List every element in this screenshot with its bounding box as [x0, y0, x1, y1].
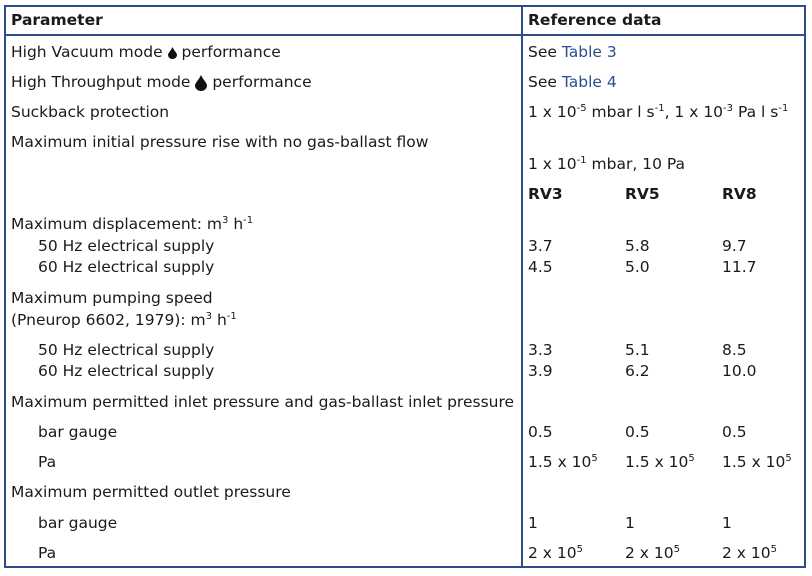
row-ht-mode-value: See Table 4 [528, 73, 617, 91]
model-rv3: RV3 [528, 185, 563, 203]
outlet-pa-label: Pa [38, 544, 57, 562]
displacement-50hz-rv5: 5.8 [625, 237, 650, 255]
inlet-pa-rv5: 1.5 x $10^5$ [625, 453, 695, 471]
displacement-50hz-label: 50 Hz electrical supply [38, 237, 215, 255]
outlet-pa-rv3: 2 x $10^5$ [528, 544, 583, 562]
displacement-50hz-rv8: 9.7 [722, 237, 747, 255]
inlet-bar-rv5: 0.5 [625, 423, 650, 441]
inlet-bar-label: bar gauge [38, 423, 118, 441]
row-hv-mode-value: See Table 3 [528, 43, 617, 61]
row-pressure-rise-label: Maximum initial pressure rise with no gas-ballast flow [11, 133, 429, 151]
outlet-bar-rv3: 1 [528, 514, 538, 532]
row-suckback-label: Suckback protection [11, 103, 170, 121]
outlet-bar-rv5: 1 [625, 514, 635, 532]
displacement-60hz-label: 60 Hz electrical supply [38, 258, 215, 276]
pumping-60hz-label: 60 Hz electrical supply [38, 362, 215, 380]
inlet-bar-rv8: 0.5 [722, 423, 747, 441]
table-4-link[interactable]: Table 4 [561, 73, 617, 91]
model-rv5: RV5 [625, 185, 660, 203]
column-divider [521, 5, 523, 568]
row-suckback-value: 1 x $10^{-5}$ mbar l $s^{-1}$, 1 x $10^{-3}$ Pa l $s^{-1}$ [528, 103, 789, 121]
displacement-60hz-rv5: 5.0 [625, 258, 650, 276]
outlet-bar-label: bar gauge [38, 514, 118, 532]
pumping-60hz-rv5: 6.2 [625, 362, 650, 380]
pumping-50hz-label: 50 Hz electrical supply [38, 341, 215, 359]
displacement-60hz-rv8: 11.7 [722, 258, 757, 276]
inlet-bar-rv3: 0.5 [528, 423, 553, 441]
small-droplet-icon [168, 47, 177, 59]
inlet-pa-rv3: 1.5 x $10^5$ [528, 453, 598, 471]
header-divider [4, 34, 806, 36]
header-parameter: Parameter [11, 11, 103, 29]
outlet-bar-rv8: 1 [722, 514, 732, 532]
row-pumping-label: Maximum pumping speed [11, 289, 213, 307]
row-outlet-label: Maximum permitted outlet pressure [11, 483, 291, 501]
displacement-60hz-rv3: 4.5 [528, 258, 553, 276]
outlet-pa-rv5: 2 x $10^5$ [625, 544, 680, 562]
row-pressure-rise-value: 1 x $10^{-1}$ mbar, 10 Pa [528, 155, 686, 173]
pumping-50hz-rv8: 8.5 [722, 341, 747, 359]
pumping-60hz-rv8: 10.0 [722, 362, 757, 380]
pumping-60hz-rv3: 3.9 [528, 362, 553, 380]
model-rv8: RV8 [722, 185, 757, 203]
header-reference: Reference data [528, 11, 662, 29]
pumping-50hz-rv5: 5.1 [625, 341, 650, 359]
table-3-link[interactable]: Table 3 [561, 43, 617, 61]
row-pumping-label-2: (Pneurop 6602, 1979): $m^3$ $h^{-1}$ [11, 311, 237, 329]
large-droplet-icon [195, 75, 207, 91]
inlet-pa-label: Pa [38, 453, 57, 471]
pumping-50hz-rv3: 3.3 [528, 341, 553, 359]
displacement-50hz-rv3: 3.7 [528, 237, 553, 255]
row-ht-mode-label: High Throughput mode performance [11, 73, 312, 91]
row-hv-mode-label: High Vacuum mode performance [11, 43, 281, 61]
row-inlet-label: Maximum permitted inlet pressure and gas-ballast inlet pressure [11, 393, 515, 411]
outlet-pa-rv8: 2 x $10^5$ [722, 544, 777, 562]
row-displacement-label: Maximum displacement: $m^3$ $h^{-1}$ [11, 215, 254, 233]
inlet-pa-rv8: 1.5 x $10^5$ [722, 453, 792, 471]
